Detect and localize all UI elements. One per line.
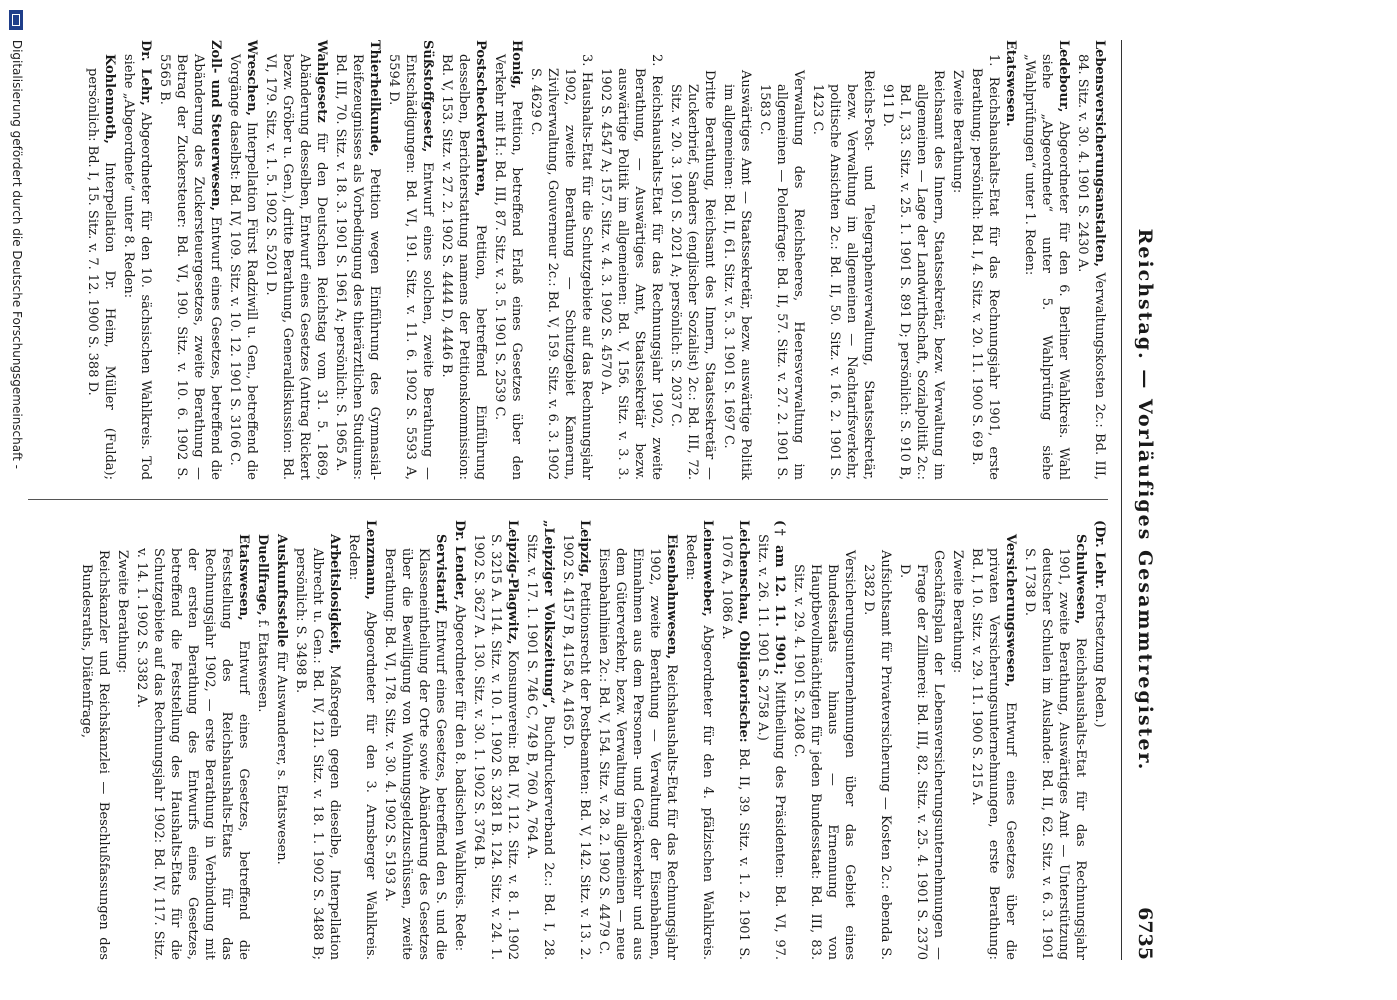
column-divider xyxy=(28,499,1108,500)
index-entry xyxy=(682,520,716,960)
entry-text: Abgeordneter für den 4. pfälzischen Wahlkreis. Reden: xyxy=(683,534,715,960)
entry-text: Reichsamt des Innern, Staatssekretär, bezw. Verwaltung im allgemeinen — Lage der Landwirthschaft, Sozialpolitik 2c.: Bd. I, 33. Sitz. v. 25. 1. 1901 S. 891 D; persönlich: S. 910 B, 911 D. xyxy=(880,70,946,480)
entry-text: Entwurf eines solchen, zweite Berathung — Entschädigungen: Bd. VI, 191. Sitz. v. 11. 6. 1902 S. 5593 A, 5594 D. xyxy=(386,54,435,480)
index-entry xyxy=(1021,520,1089,960)
index-entry xyxy=(114,520,131,960)
entry-text: Versicherungsunternehmungen über das Gebiet eines Bundesstaats hinaus — Ernennung von Hauptbevollmächtigten für jeden Bundesstaat: Bd. III, 83. Sitz. v. 29. 4. 1901 S. 2408 C. xyxy=(791,550,857,960)
index-entry xyxy=(756,40,807,480)
entry-keyword: Dr. Lehr, xyxy=(138,40,153,106)
entry-text: Fortsetzung Reden.) xyxy=(1092,593,1107,728)
index-entry xyxy=(1074,40,1108,480)
index-entry xyxy=(1021,40,1072,480)
entry-text: Reichshaushalts-Etat für das Rechnungsjahr 1902, zweite Berathung — Verwaltung der Eisenbahnen, Einnahmen aus dem Personen- und Gepäckverkehr und aus dem Güterverkehr, bezw. Verwaltung im allgemeinen — neue Eisenbahnlinien 2c.: Bd. V, 154. Sitz. v. 28. 2. 1902 S. 4479 C. xyxy=(596,548,679,960)
index-entry xyxy=(595,520,680,960)
entry-text: Verwaltung des Reichsheeres, Heeresverwaltung im allgemeinen — Polenfrage: Bd. II, 57. Sitz. v. 27. 2. 1901 S. 1583 C. xyxy=(757,70,806,480)
page-header xyxy=(1121,40,1162,960)
entry-text: Zweite Berathung: xyxy=(115,550,130,674)
index-entry xyxy=(523,520,557,960)
index-entry xyxy=(491,40,525,480)
entry-text: Buchdruckerverband 2c.: Bd. I, 28. Sitz. v. 17. 1. 1901 S. 746 C, 749 B, 760 A, 764 A. xyxy=(524,534,556,960)
entry-text: Petition wegen Einführung des Gymnasial-Reifezeugnisses als Vorbedingung des thierärztlichen Studiums: Bd. III, 70. Sitz. v. 18. 3. 1901 S. 1961 A; persönlich: S. 1965 A. xyxy=(333,54,382,480)
page-number: 6735 xyxy=(1134,907,1156,960)
entry-keyword: Versicherungswesen, xyxy=(1003,534,1018,688)
index-entry xyxy=(968,40,1002,480)
entry-text: Interpellation Fürst Radziwill u. Gen., betreffend die Vorgänge daselbst: Bd. IV, 109. Sitz. v. 10. 12. 1901 S. 3106 C. xyxy=(227,54,259,480)
entry-keyword: Wahlgesetz xyxy=(314,40,329,123)
entry-keyword: Süßstoffgesetz, xyxy=(420,40,435,153)
entry-text: Zweite Berathung: xyxy=(950,550,965,674)
entry-keyword: Leipzig, xyxy=(577,520,592,578)
entry-text: Reichs-Post- und Telegraphenverwaltung, Staatssekretär, bezw. Verwaltung im allgemeinen — Nachtarifsverkehr, politische Ansichten 2c.: Bd. II, 50. Sitz. v. 16. 2. 1901 S. 1423 C. xyxy=(810,70,876,480)
entry-text: Entwurf eines Gesetzes, betreffend die Feststellung des Reichshaushalts-Etats für das Rechnungsjahr 1902, — erste Berathung in Verbindung mit der ersten Berathung des Entwurfs eines Gesetzes, betreffend die Feststellung des Haushalts-Etats für die Schutzgebiete auf das Rechnungsjahr 1902: Bd. IV, 117. Sitz. v. 14. 1. 1902 S. 3382 A. xyxy=(134,548,251,960)
index-entry xyxy=(720,40,754,480)
entry-text: Aufsichtsamt für Privatversicherung — Kosten 2c.: ebenda S. 2382 D. xyxy=(861,550,893,960)
index-entry xyxy=(527,40,595,480)
entry-keyword: Auskunftsstelle xyxy=(274,534,289,648)
entry-text: f. Etatswesen. xyxy=(255,619,270,713)
entry-text: 2. Reichshaushalts-Etat für das Rechnungsjahr 1902, zweite Berathung, — Auswärtiges Amt, Staatssekretär bezw. auswärtige Politik im allgemeinen: Bd. V, 156. Sitz. v. 3. 3. 1902 S. 4547 A; 157. Sitz. v. 4. 3. 1902 S. 4570 A. xyxy=(598,54,664,480)
entry-text: Petition, betreffend Einführung desselben, Berichterstattung namens der Petitionskommission: Bd. V, 153. Sitz. v. 27. 2. 1902 S. 4444 D, 4446 B. xyxy=(439,54,488,480)
index-entry xyxy=(332,40,383,480)
entry-text: Dritte Berathung, Reichsamt des Innern, Staatssekretär — Zuckerbrief, Sanders (englischer Sozialist) 2c.: Bd. III, 72. Sitz. v. 20. 3. 1901 S. 2021 A; persönlich: S. 2037 C. xyxy=(668,70,717,480)
index-entry xyxy=(949,40,966,480)
entry-keyword: Dr. Lender, xyxy=(452,520,467,601)
dfg-logo-icon xyxy=(10,10,24,30)
index-entry xyxy=(1002,40,1019,480)
entry-keyword: Etatswesen. xyxy=(1003,40,1018,127)
entry-keyword: Kohlennoth, xyxy=(102,54,117,144)
index-entry xyxy=(718,520,752,960)
entry-text: Petition, betreffend Erlaß eines Gesetzes über den Verkehr mit H.: Bd. III, 87. Sitz. v. 3. 5. 1901 S. 2539 C. xyxy=(492,54,524,480)
digitization-credit xyxy=(10,10,25,469)
entry-text: Zweite Berathung: xyxy=(950,70,965,194)
left-column xyxy=(82,40,1108,480)
index-entry xyxy=(133,520,252,960)
entry-keyword: Postscheckverfahren, xyxy=(473,40,488,197)
entry-keyword: Wreschen, xyxy=(244,40,259,117)
index-entry xyxy=(879,40,947,480)
entry-text: Verwaltungskosten 2c.: Bd. III, 84. Sitz. v. 30. 4. 1901 S. 2430 A. xyxy=(1075,54,1107,480)
entry-keyword: „Leipziger Volkszeitung“, xyxy=(541,520,556,709)
index-entry xyxy=(438,40,489,480)
entry-text: Mittheilung des Präsidenten: Bd. VI, 97. Sitz. v. 26. 11. 1901 S. 2758 A.) xyxy=(755,534,787,960)
entry-keyword: Arbeitslosigkeit, xyxy=(327,534,342,655)
index-entry xyxy=(559,520,593,960)
index-entry xyxy=(667,40,718,480)
right-column xyxy=(76,520,1108,960)
index-entry xyxy=(156,40,224,480)
entry-text: Auswärtiges Amt — Staatssekretär, bezw. auswärtige Politik im allgemeinen: Bd. II, 61. Sitz. v. 5. 3. 1901 S. 1697 C. xyxy=(721,70,753,480)
index-entry xyxy=(385,40,436,480)
index-entry xyxy=(968,520,1019,960)
entry-keyword: Leipzig-Plagwitz, xyxy=(505,520,520,645)
index-entry xyxy=(273,520,290,960)
entry-text: für Auswanderer, s. Etatswesen. xyxy=(274,651,289,865)
entry-text: Petitionsrecht der Postbeamten: Bd. V, 142. Sitz. v. 13. 2. 1902 S. 4157 B, 4158 A, 4165 D. xyxy=(560,534,592,960)
entry-keyword: Ledebour, xyxy=(1056,40,1071,113)
entry-text: Reichskanzler und Reichskanzlei — Beschlußfassungen des Bundesraths, Diätenfrage, xyxy=(79,550,111,960)
running-title: Reichstag. — Vorläufiges Gesammtregister. xyxy=(1134,228,1156,772)
index-entry xyxy=(226,40,260,480)
entry-text: Entwurf eines Gesetzes, betreffend die Abänderung des Zuckersteuergesetzes, zweite Berathung — Betrag der Zuckersteuer: Bd. VI, 190. Sitz. v. 10. 6. 1902 S. 5565 B. xyxy=(157,54,223,480)
index-entry xyxy=(470,520,521,960)
entry-text: für den Deutschen Reichstag vom 31. 5. 1869, Abänderung desselben, Entwurf eines Gesetzes (Antrag Rickert bezw. Gröber u. Gen.), dritte Berathung, Generaldiskussion: Bd. VI, 179. Sitz. v. 1. 5. 1902 S. 5201 D. xyxy=(263,54,329,480)
entry-keyword: (Dr. Lehr. xyxy=(1092,520,1107,590)
entry-text: Abgeordneter für den 6. Berliner Wahlkreis. Wahl siehe „Abgeordnete“ unter 5. Wahlprüfung siehe „Wahlprüfungen“ unter 1. Reden: xyxy=(1022,54,1071,480)
entry-keyword: Zoll- und Steuerwesen, xyxy=(208,40,223,212)
index-entry xyxy=(451,520,468,960)
index-entry xyxy=(1091,520,1108,960)
entry-text: Interpellation Dr. Heim, Müller (Fulda); persönlich: Bd. I, 15. Sitz. v. 7. 12. 1900 S. 388 D. xyxy=(85,68,117,480)
entry-text: Maßregeln gegen dieselbe, Interpellation Albrecht u. Gen.: Bd. IV, 121. Sitz. v. 18. 1. 1902 S. 3488 B; persönlich: S. 3498 B. xyxy=(293,548,342,960)
entry-text: Reichshaushalts-Etat für das Rechnungsjahr 1901, zweite Berathung, Auswärtiges Amt — Unterstützung deutscher Schulen im Auslande: Bd. II, 62. Sitz. v. 6. 3. 1901 S. 1738 D. xyxy=(1022,548,1088,960)
index-entry xyxy=(860,520,894,960)
index-entry xyxy=(597,40,665,480)
entry-keyword: Lebensversicherungsanstalten, xyxy=(1092,40,1107,268)
entry-text: Abgeordneter für den 3. Arnsberger Wahlkreis. Reden: xyxy=(346,534,378,960)
entry-text: Entwurf eines Gesetzes über die privaten Versicherungsunternehmungen, erste Berathung: Bd. I, 10. Sitz. v. 29. 11. 1900 S. 215 A. xyxy=(969,548,1018,960)
credit-text: Digitalisierung gefördert durch die Deutsche Forschungsgemeinschaft - xyxy=(10,39,24,469)
index-entry xyxy=(78,520,112,960)
entry-keyword: Leichenschau, Obligatorische: xyxy=(736,520,751,743)
index-entry xyxy=(254,520,271,960)
entry-keyword: Duellfrage, xyxy=(255,534,270,616)
entry-text: Bd. II, 39. Sitz. v. 1. 2. 1901 S. 1076 A, 1086 A. xyxy=(719,534,751,961)
entry-keyword: Lenzmann, xyxy=(363,520,378,600)
entry-keyword: Leinenweber, xyxy=(700,520,715,617)
index-entry xyxy=(84,40,118,480)
index-entry xyxy=(949,520,966,960)
entry-text: Abgeordneter für den 10. sächsischen Wahlkreis. Tod siehe „Abgeordnete“ unter 8. Reden: xyxy=(121,54,153,480)
entry-text: 1. Reichshaushalts-Etat für das Rechnungsjahr 1901, erste Berathung; persönlich: Bd. I, 4. Sitz. v. 20. 11. 1900 S. 69 B. xyxy=(969,54,1001,480)
index-entry xyxy=(896,520,947,960)
index-entry xyxy=(754,520,788,960)
index-entry xyxy=(381,520,449,960)
entry-keyword: Servistarif, xyxy=(433,534,448,615)
entry-text: Konsumverein: Bd. IV, 112. Sitz. v. 8. 1. 1902 S. 3215 A. 114. Sitz. v. 10. 1. 1902 S. 3281 B. 124. Sitz. v. 24. 1. 1902 S. 3627 A. 130. Sitz. v. 30. 1. 1902 S. 3764 B. xyxy=(471,534,520,960)
index-entry xyxy=(120,40,154,480)
entry-keyword: Honig, xyxy=(509,40,524,89)
entry-keyword: Schulwesen, xyxy=(1073,534,1088,625)
entry-keyword: Eisenbahnwesen, xyxy=(664,534,679,660)
index-entry xyxy=(262,40,330,480)
entry-keyword: († am 12. 11. 1901; xyxy=(772,520,787,675)
entry-text: Geschäftsplan der Lebensversicherungsunternehmungen — Frage der Zillmerei: Bd. III, 82. Sitz. v. 25. 4. 1901 S. 2370 D. xyxy=(897,550,946,960)
document-page xyxy=(2,0,1192,1000)
entry-keyword: Thierheilkunde, xyxy=(367,40,382,157)
index-entry xyxy=(790,520,858,960)
index-entry xyxy=(292,520,343,960)
entry-text: Entwurf eines Gesetzes, betreffend den S. und die Klasseneintheilung der Orte sowie Abänderung des Gesetzes über die Bewilligung von Wohnungsgeldzuschüssen, zweite Berathung: Bd. VI, 178. Sitz. v. 30. 4. 1902 S. 5193 A. xyxy=(382,548,448,960)
index-entry xyxy=(809,40,877,480)
entry-keyword: Etatswesen, xyxy=(236,534,251,621)
entry-text: Abgeordneter für den 8. badischen Wahlkreis. Rede: xyxy=(452,604,467,952)
index-entry xyxy=(345,520,379,960)
entry-text: 3. Haushalts-Etat für die Schutzgebiete auf das Rechnungsjahr 1902, zweite Berathung — Schutzgebiet Kamerun, Zivilverwaltung, Gouverneur 2c.: Bd. V, 159. Sitz. v. 6. 3. 1902 S. 4629 C. xyxy=(528,54,594,480)
